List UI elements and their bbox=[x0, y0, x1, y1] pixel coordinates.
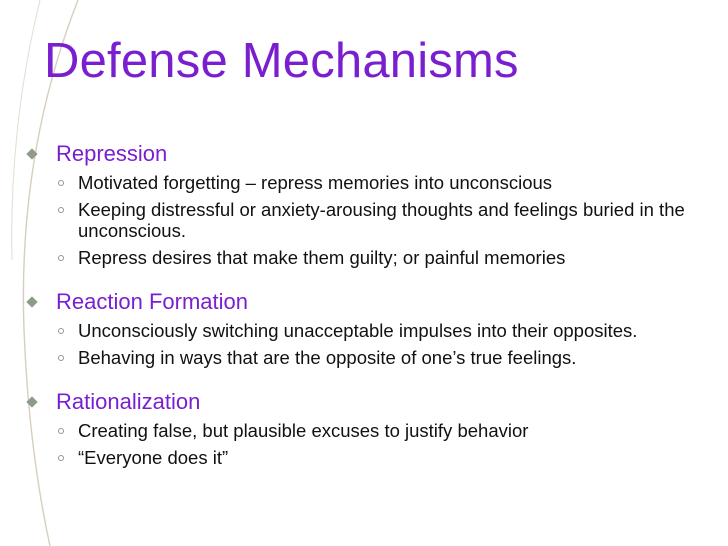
diamond-bullet-icon bbox=[26, 296, 37, 307]
sub-bullet-list bbox=[22, 420, 712, 468]
sub-bullet-text: Creating false, but plausible excuses to justify behavior bbox=[78, 420, 529, 441]
sub-bullet-text: “Everyone does it” bbox=[78, 447, 229, 468]
sub-bullet bbox=[22, 199, 712, 241]
diamond-bullet-icon bbox=[26, 396, 37, 407]
slide-content bbox=[22, 140, 712, 474]
sub-bullet-text: Motivated forgetting – repress memories into unconscious bbox=[78, 172, 553, 193]
ring-bullet-icon bbox=[58, 180, 64, 186]
bullet-row bbox=[22, 140, 712, 168]
sub-bullet bbox=[22, 347, 712, 368]
bullet-row bbox=[22, 288, 712, 316]
sub-bullet-text: Keeping distressful or anxiety-arousing thoughts and feelings buried in the unconscious. bbox=[78, 199, 685, 241]
ring-bullet-icon bbox=[58, 207, 64, 213]
sub-bullet-list bbox=[22, 320, 712, 368]
section-repression bbox=[22, 140, 712, 268]
sub-bullet-text: Repress desires that make them guilty; or painful memories bbox=[78, 247, 566, 268]
ring-bullet-icon bbox=[58, 455, 64, 461]
sub-bullet bbox=[22, 247, 712, 268]
sub-bullet bbox=[22, 420, 712, 441]
section-reaction-formation bbox=[22, 288, 712, 368]
sub-bullet-text: Unconsciously switching unacceptable impulses into their opposites. bbox=[78, 320, 638, 341]
section-heading: Reaction Formation bbox=[56, 289, 248, 314]
section-heading: Repression bbox=[56, 141, 168, 166]
bullet-row bbox=[22, 388, 712, 416]
ring-bullet-icon bbox=[58, 328, 64, 334]
sub-bullet-text: Behaving in ways that are the opposite of one’s true feelings. bbox=[78, 347, 577, 368]
sub-bullet bbox=[22, 447, 712, 468]
section-heading: Rationalization bbox=[56, 389, 201, 414]
section-rationalization bbox=[22, 388, 712, 468]
slide-title: Defense Mechanisms bbox=[44, 34, 519, 88]
ring-bullet-icon bbox=[58, 428, 64, 434]
sub-bullet bbox=[22, 320, 712, 341]
ring-bullet-icon bbox=[58, 255, 64, 261]
sub-bullet bbox=[22, 172, 712, 193]
diamond-bullet-icon bbox=[26, 148, 37, 159]
sub-bullet-list bbox=[22, 172, 712, 268]
ring-bullet-icon bbox=[58, 355, 64, 361]
